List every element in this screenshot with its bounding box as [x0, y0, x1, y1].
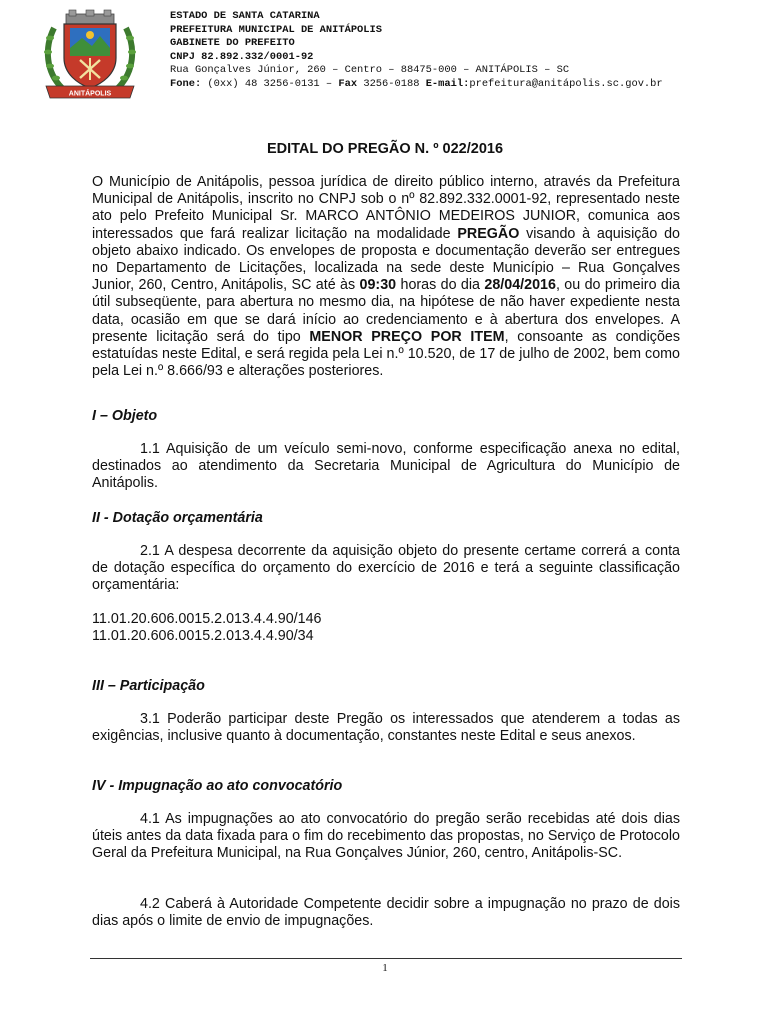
email-value: prefeitura@anitápolis.sc.gov.br [469, 77, 663, 90]
section-2-heading: II - Dotação orçamentária [92, 510, 263, 526]
header-state: ESTADO DE SANTA CATARINA [170, 10, 320, 22]
page-number: 1 [382, 962, 388, 974]
document-title: EDITAL DO PREGÃO N. º 022/2016 [266, 141, 504, 157]
intro-text-1: O Município de Anitápolis, pessoa jurídica de direito público interno, através da Prefeitura Municipal de Anitápolis, inscrito no CNPJ sob o nº 82.892.332.0001-92, representado neste ato pelo Prefeito Municipal Sr. MARCO ANTÔNIO MEDEIROS JUNIOR, comunica aos interessados que fará realizar licitação na modalidade [92, 174, 680, 242]
header-contact [170, 78, 663, 92]
header-prefecture: PREFEITURA MUNICIPAL DE ANITÁPOLIS [170, 23, 383, 36]
section-4-body-1 [92, 811, 680, 863]
fax-value: 3256-0188 [357, 77, 426, 90]
budget-code-1: 11.01.20.606.0015.2.013.4.4.90/146 [92, 611, 322, 627]
header-cabinet: GABINETE DO PREFEITO [170, 37, 295, 50]
letterhead [170, 10, 663, 92]
section-3-paragraph: 3.1 Poderão participar deste Pregão os interessados que atenderem a todas as exigências, inclusive quanto à documentação, constantes neste Edital e seus anexos. [92, 711, 680, 745]
intro-bold-modality: PREGÃO [457, 225, 520, 242]
section-4-paragraph-1: 4.1 As impugnações ao ato convocatório do pregão serão recebidas até dois dias úteis antes da data fixada para o fim do recebimento das propostas, no Serviço de Protocolo Geral da Prefeitura Municipal, na Rua Gonçalves Júnior, 260, centro, Anitápolis-SC. [92, 811, 680, 862]
section-4-paragraph-2: 4.2 Caberá à Autoridade Competente decidir sobre a impugnação no prazo de dois dias após o limite de envio de impugnações. [92, 896, 680, 930]
section-2-body [92, 543, 680, 595]
footer-divider [90, 958, 682, 959]
municipal-crest-logo [40, 8, 140, 100]
intro-text-2: visando à aquisição do objeto abaixo indicado. Os envelopes de proposta e documentação deverão ser entregues no Departamento de Licitações, localizada na sede deste Município – Rua Gonçalves Junior, 260, Centro, Anitápolis, SC até às [92, 225, 680, 294]
intro-text-5: , consoante as condições estatuídas neste Edital, e será regida pela Lei n.º 10.520, de 17 de julho de 2002, bem como pela Lei n.º 8.666/93 e alterações posteriores. [92, 328, 681, 380]
section-3-heading: III – Participação [92, 678, 205, 694]
section-4-heading-block [92, 778, 680, 795]
section-1-heading-block [92, 408, 680, 425]
intro-bold-type: MENOR PREÇO POR ITEM [309, 328, 505, 345]
intro-text-4: , ou do primeiro dia útil subseqüente, para abertura no mesmo dia, na hipótese de não haver expediente nesta data, ocasião em que se dará início ao credenciamento e à abertura dos envelopes. A presente licitação será do tipo [92, 277, 680, 345]
section-1-paragraph: 1.1 Aquisição de um veículo semi-novo, conforme especificação anexa no edital, destinados ao atendimento da Secretaria Municipal de Agricultura do Município de Anitápolis. [92, 441, 680, 492]
email-label: E-mail: [425, 77, 470, 90]
fone-label: Fone: [170, 77, 202, 90]
intro-paragraph [92, 174, 680, 380]
header-address: Rua Gonçalves Júnior, 260 – Centro – 88475-000 – ANITÁPOLIS – SC [170, 64, 570, 77]
crest-ribbon-text: ANITÁPOLIS [68, 90, 112, 98]
intro-bold-time: 09:30 [359, 277, 397, 294]
section-2-heading-block [92, 510, 680, 527]
section-3-body [92, 711, 680, 745]
fax-label: Fax [338, 77, 358, 90]
section-1-heading: I – Objeto [92, 408, 158, 424]
section-2-paragraph: 2.1 A despesa decorrente da aquisição objeto do presente certame correrá a conta de dotação específica do orçamento do exercício de 2016 e terá a seguinte classificação orçamentária: [92, 543, 680, 594]
budget-code-2: 11.01.20.606.0015.2.013.4.4.90/34 [92, 628, 314, 645]
section-4-heading: IV - Impugnação ao ato convocatório [92, 778, 343, 794]
budget-codes [92, 611, 680, 645]
section-4-body-2 [92, 896, 680, 930]
intro-text-3: horas do dia [396, 277, 485, 294]
intro-block [92, 174, 680, 380]
section-3-heading-block [92, 678, 680, 695]
section-1-body [92, 441, 680, 493]
header-cnpj: CNPJ 82.892.332/0001-92 [170, 50, 314, 63]
intro-bold-date: 28/04/2016 [484, 277, 556, 294]
fone-value: (0xx) 48 3256-0131 – [201, 77, 339, 90]
